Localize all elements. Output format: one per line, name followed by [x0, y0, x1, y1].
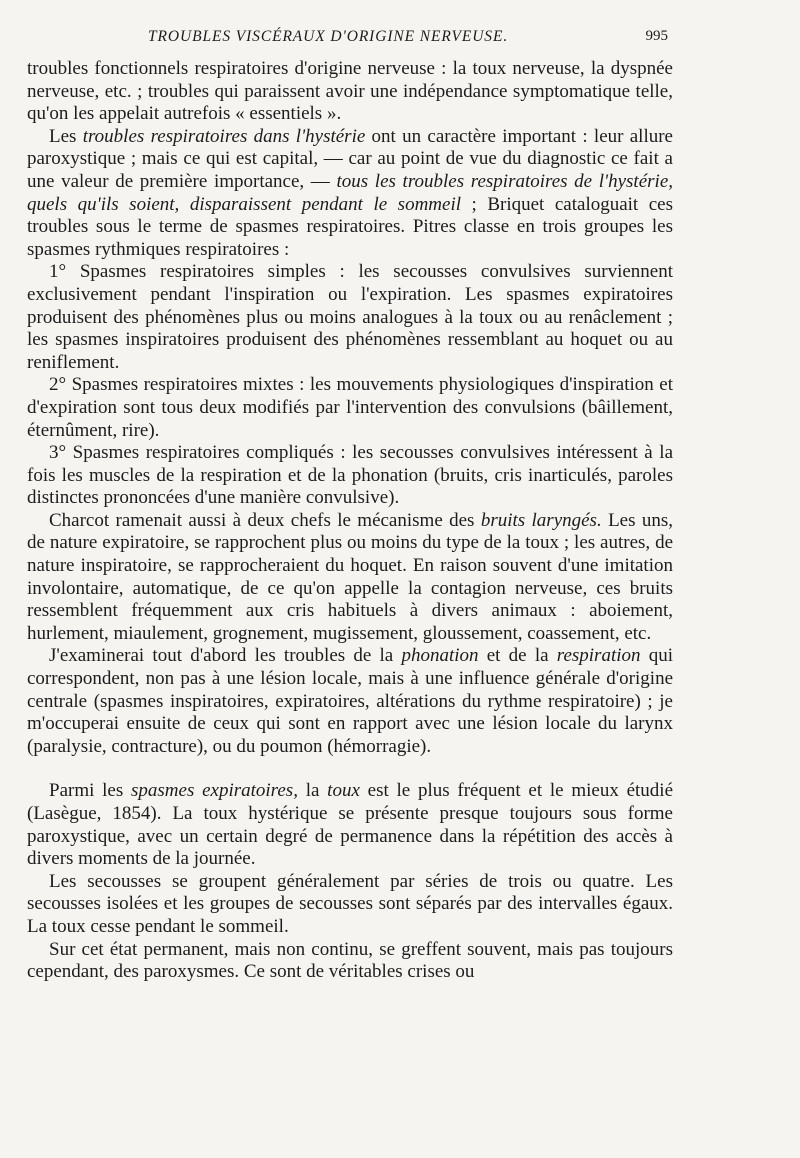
text-segment: ; Briquet cataloguait ces troubles sous le terme de spasmes respiratoires. Pitres classe en trois groupes les spasmes rythmiques respiratoires : — [27, 193, 673, 260]
italic-text: respiration — [556, 645, 641, 667]
page-body — [27, 58, 673, 984]
paragraph — [27, 442, 673, 510]
italic-text: toux — [327, 780, 360, 802]
italic-text: phonation — [401, 645, 479, 667]
text-segment: 3° Spasmes respiratoires compliqués : les secousses convulsives intéressent à la fois les muscles de la respiration et de la phonation (bruits, cris inarticulés, paroles distinctes prononcées d'une manière convulsive). — [27, 442, 673, 509]
page-number: 995 — [645, 28, 668, 44]
text-segment: Les secousses se groupent généralement par séries de trois ou quatre. Les secousses isolées et les groupes de secousses sont séparés par des intervalles égaux. La toux cesse pendant le sommeil. — [27, 870, 673, 937]
text-segment: ont un caractère important : leur allure paroxystique ; mais ce qui est capital, — car au point de vue du diagnostic ce fait a une valeur de première importance, — — [27, 125, 673, 192]
text-segment: Les uns, de nature expiratoire, se rapprochent plus ou moins du type de la toux ; les autres, de nature inspiratoire, se rapprocheraient du hoquet. En raison souvent d'une imitation involontaire, automatique, de ce qu'on appelle la contagion nerveuse, ces bruits ressemblent fréquemment aux cris habituels à divers animaux : aboiement, hurlement, miaulement, grognement, mugissement, gloussement, coassement, etc. — [27, 509, 673, 644]
paragraph — [27, 939, 673, 984]
text-segment: 2° Spasmes respiratoires mixtes : les mouvements physiologiques d'inspiration et d'expiration sont tous deux modifiés par l'intervention des convulsions (bâillement, éternûment, rire). — [27, 374, 673, 441]
paragraph — [27, 58, 673, 126]
text-segment: est le plus fréquent et le mieux étudié (Lasègue, 1854). La toux hystérique se présente presque toujours sous forme paroxystique, avec un certain degré de permanence dans la répétition des accès à divers moments de la journée. — [27, 780, 673, 870]
italic-text: troubles respiratoires dans l'hystérie — [82, 125, 366, 147]
page-header — [148, 28, 668, 52]
paragraph — [27, 510, 673, 646]
paragraph — [27, 871, 673, 939]
text-segment: Sur cet état permanent, mais non continu, se greffent souvent, mais pas toujours cependant, des paroxysmes. Ce sont de véritables crises ou — [27, 938, 673, 983]
text-segment: 1° Spasmes respiratoires simples : les secousses convulsives surviennent exclusivement pendant l'inspiration ou l'expiration. Les spasmes expiratoires produisent des phénomènes plus ou moins analogues à la toux ou au renâclement ; les spasmes inspiratoires produisent des phénomènes ressemblant au hoquet ou au reniflement. — [27, 261, 673, 373]
text-segment: Les — [49, 125, 83, 147]
text-segment: Charcot ramenait aussi à deux chefs le mécanisme des — [49, 509, 481, 531]
paragraph — [27, 780, 673, 870]
paragraph — [27, 261, 673, 374]
paragraph — [27, 126, 673, 262]
running-title: TROUBLES VISCÉRAUX D'ORIGINE NERVEUSE. — [148, 28, 509, 45]
italic-text: spasmes expiratoires, — [131, 780, 298, 802]
paragraph — [27, 374, 673, 442]
italic-text: tous les troubles respiratoires de l'hystérie, quels qu'ils soient, disparaissent pendant le sommeil — [27, 170, 674, 215]
text-segment: Parmi les — [49, 780, 131, 802]
text-segment: la — [297, 780, 328, 802]
italic-text: bruits laryngés. — [480, 509, 602, 531]
text-segment: qui correspondent, non pas à une lésion locale, mais à une influence générale d'origine centrale (spasmes inspiratoires, expiratoires, altérations du rythme respiratoire) ; je m'occuperai ensuite de ceux qui sont en rapport avec une lésion locale du larynx (paralysie, contracture), ou du poumon (hémorragie). — [27, 645, 673, 757]
paragraph — [27, 645, 673, 758]
text-segment: et de la — [478, 645, 557, 667]
text-segment: troubles fonctionnels respiratoires d'origine nerveuse : la toux nerveuse, la dyspnée nerveuse, etc. ; troubles qui paraissent avoir une indépendance symptomatique telle, qu'on les appelait autrefois « essentiels ». — [27, 58, 673, 125]
text-segment: J'examinerai tout d'abord les troubles de la — [49, 645, 402, 667]
